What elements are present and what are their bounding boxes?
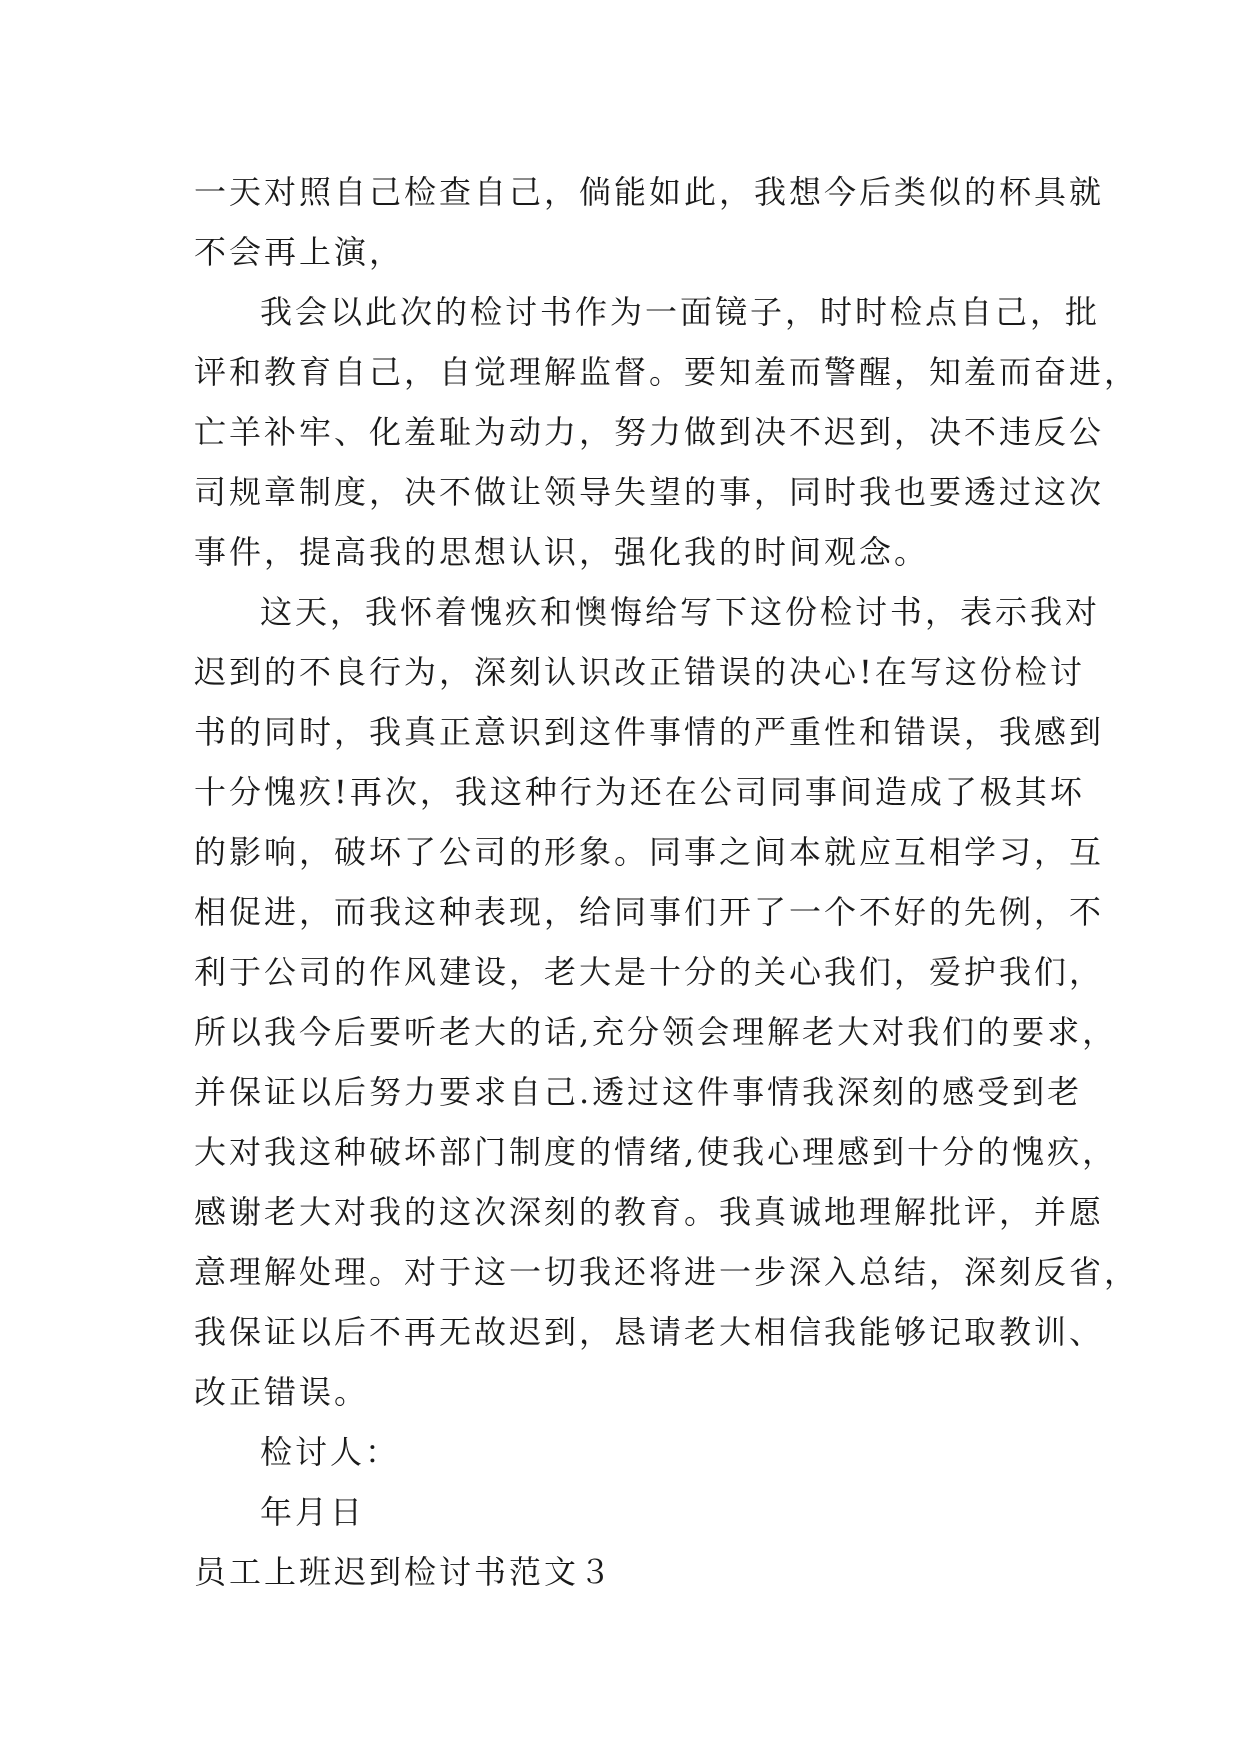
signature-label: 检讨人： [260, 1433, 401, 1471]
text-line: 相促进，而我这种表现，给同事们开了一个不好的先例，不 [194, 893, 1105, 931]
text-line: 迟到的不良行为，深刻认识改正错误的决心!在写这份检讨 [194, 653, 1085, 691]
text-line: 改正错误。 [194, 1373, 370, 1411]
text-line: 司规章制度，决不做让领导失望的事，同时我也要透过这次 [194, 473, 1105, 511]
text-line: 这天，我怀着愧疚和懊悔给写下这份检讨书，表示我对 [260, 593, 1101, 631]
text-line: 的影响，破坏了公司的形象。同事之间本就应互相学习，互 [194, 833, 1105, 871]
text-line: 亡羊补牢、化羞耻为动力，努力做到决不迟到，决不违反公 [194, 413, 1105, 451]
text-line: 并保证以后努力要求自己.透过这件事情我深刻的感受到老 [194, 1073, 1083, 1111]
text-line: 一天对照自己检查自己，倘能如此，我想今后类似的杯具就 [194, 173, 1105, 211]
text-line: 意理解处理。对于这一切我还将进一步深入总结，深刻反省， [194, 1253, 1140, 1291]
text-line: 事件，提高我的思想认识，强化我的时间观念。 [194, 533, 930, 571]
paragraph-mirror-commitment [194, 282, 1140, 582]
text-line: 利于公司的作风建设，老大是十分的关心我们，爱护我们， [194, 953, 1105, 991]
text-line: 大对我这种破坏部门制度的情绪,使我心理感到十分的愧疚， [194, 1133, 1118, 1171]
next-section-title: 员工上班迟到检讨书范文３ [194, 1553, 615, 1591]
text-line: 不会再上演， [194, 233, 405, 271]
text-line: 我保证以后不再无故迟到，恳请老大相信我能够记取教训、 [194, 1313, 1105, 1351]
document-body [194, 162, 1140, 1602]
date-label: 年月日 [260, 1493, 366, 1531]
paragraph-continued [194, 162, 1105, 282]
text-line: 感谢老大对我的这次深刻的教育。我真诚地理解批评，并愿 [194, 1193, 1105, 1231]
text-line: 十分愧疚!再次，我这种行为还在公司同事间造成了极其坏 [194, 773, 1085, 811]
paragraph-apology [194, 582, 1140, 1422]
text-line: 我会以此次的检讨书作为一面镜子，时时检点自己，批 [260, 293, 1101, 331]
text-line: 评和教育自己，自觉理解监督。要知羞而警醒，知羞而奋进， [194, 353, 1140, 391]
text-line: 所以我今后要听老大的话,充分领会理解老大对我们的要求， [194, 1013, 1118, 1051]
text-line: 书的同时，我真正意识到这件事情的严重性和错误，我感到 [194, 713, 1105, 751]
